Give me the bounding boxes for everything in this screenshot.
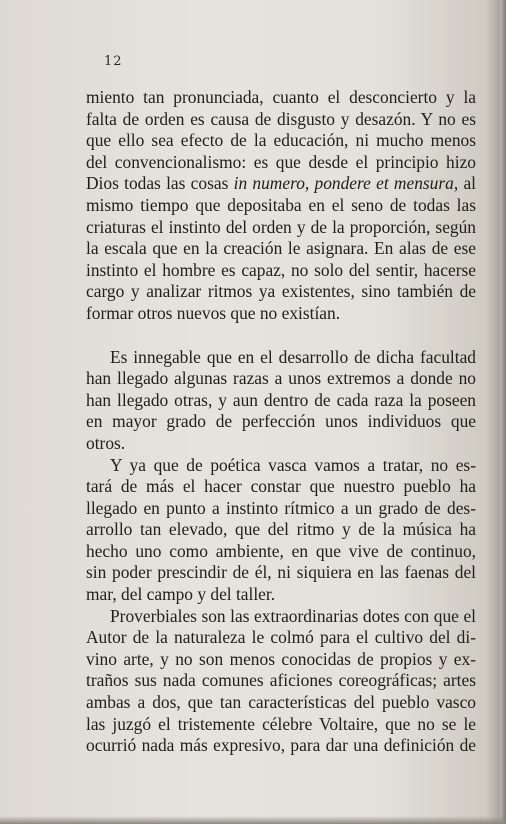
text-segment: Dios todas las cosas (86, 173, 234, 194)
text-segment: , al (453, 173, 476, 194)
text-line: llegado en punto a instinto rítmico a un grado de des- (86, 497, 476, 518)
paragraph (86, 347, 476, 455)
text-line: han llegado otras, y aun dentro de cada raza la poseen (86, 389, 476, 410)
text-line: vino arte, y no son menos conocidas de propios y ex- (86, 648, 476, 669)
text-line: la escala que en la creación le asignara. En alas de ese (86, 238, 476, 259)
paragraph (86, 455, 476, 606)
text-line: Y ya que de poética vasca vamos a tratar, no es- (110, 454, 476, 475)
text-line: mar, del campo y del taller. (86, 584, 276, 605)
text-line: Es innegable que en el desarrollo de dicha facultad (110, 346, 476, 367)
text-line: criaturas el instinto del orden y de la proporción, según (86, 216, 476, 237)
text-line: cargo y analizar ritmos ya existentes, sino también de (86, 281, 476, 302)
text-line: las juzgó el tristemente célebre Voltaire, que no se le (86, 713, 476, 734)
text-line: miento tan pronunciada, cuanto el desconcierto y la (86, 87, 476, 107)
text-line: instinto el hombre es capaz, no solo del sentir, hacerse (86, 259, 476, 280)
text-line: han llegado algunas razas a unos extremos a donde no (86, 368, 476, 389)
paragraph (86, 606, 476, 757)
paragraph (86, 87, 476, 325)
text-line: Autor de la naturaleza le colmó para el cultivo del di- (86, 627, 476, 648)
latin-phrase: in numero, pondere et mensura (233, 173, 454, 194)
text-line: mismo tiempo que depositaba en el seno de todas las (86, 194, 476, 215)
text-line (86, 173, 476, 195)
page-edge-shadow (500, 0, 506, 824)
text-line: Proverbiales son las extraordinarias dotes con que el (110, 605, 476, 626)
text-line: del convencionalismo: es que desde el principio hizo (86, 151, 476, 172)
body-text (86, 87, 476, 757)
text-line: sin poder prescindir de él, ni siquiera en las faenas del (86, 562, 476, 583)
text-line: en mayor grado de perfección unos individuos que (86, 411, 476, 432)
page-bottom-shadow (0, 816, 506, 824)
text-line: arrollo tan elevado, que del ritmo y de la música ha (86, 519, 476, 540)
text-line: que ello sea efecto de la educación, ni mucho menos (86, 130, 476, 151)
text-line: formar otros nuevos que no existían. (86, 302, 341, 323)
text-line: hecho uno como ambiente, en que vive de continuo, (86, 540, 476, 561)
text-line: tará de más el hacer constar que nuestro pueblo ha (86, 476, 476, 497)
text-line: ocurrió nada más expresivo, para dar una definición de (86, 735, 476, 756)
text-line: falta de orden es causa de disgusto y desazón. Y no es (86, 108, 476, 129)
paragraph-spacer (86, 325, 476, 347)
page-number: 12 (104, 54, 123, 69)
text-line: otros. (86, 432, 126, 453)
text-line: traños sus nada comunes aficiones coreográficas; artes (86, 670, 476, 691)
text-line: ambas a dos, que tan características del pueblo vasco (86, 692, 476, 713)
